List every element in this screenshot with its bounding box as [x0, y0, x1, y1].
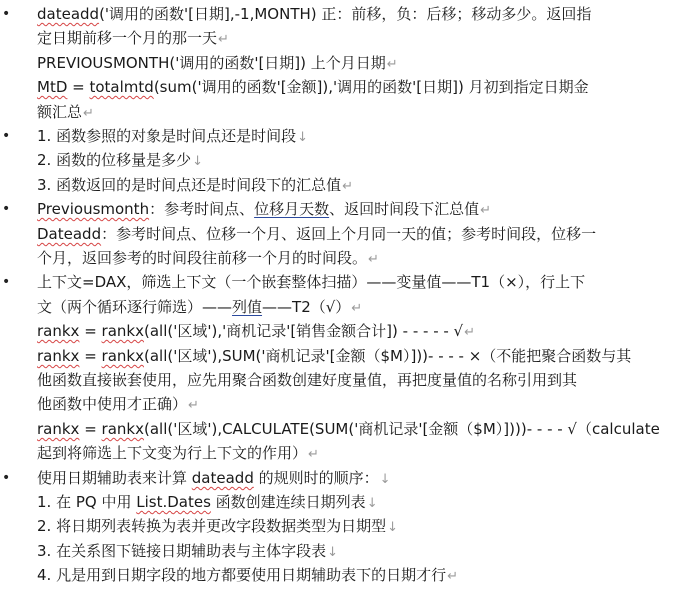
text-line — [37, 541, 338, 561]
text-run: 他函数直接嵌套使用，应先用聚合函数创建好度量值，再把度量值的名称引用到其 — [37, 371, 578, 389]
text-run: 上下文=DAX，筛选上下文（一个嵌套整体扫描）——变量值——T1（×），行上下 — [37, 273, 586, 291]
text-run: ('调用的函数'[日期],-1,MONTH) 正：前移，负：后移；移动多少。返回指 — [99, 5, 592, 23]
spellcheck-word: rankx — [101, 322, 144, 340]
spellcheck-word: dateadd — [37, 5, 100, 23]
text-run: 1. 在 PQ 中用 — [37, 493, 137, 511]
text-run: 1. 函数参照的对象是时间点还是时间段 — [37, 127, 297, 145]
text-run: (all('区域'),CALCULATE(SUM('商机记录'[金额（$M）])))- - - - √（calculate — [143, 420, 660, 438]
bullet-point: • — [2, 201, 11, 217]
text-run: 2. 将日期列表转换为表并更改字段数据类型为日期型 — [37, 517, 387, 535]
line-break-mark: ↓ — [192, 154, 203, 169]
text-run: 函数创建连续日期列表 — [210, 493, 366, 511]
spellcheck-word: dateadd — [191, 469, 254, 487]
text-run: ——T2（√） — [262, 298, 351, 316]
text-run: 、返回时间段下汇总值 — [329, 200, 480, 218]
text-run: 3. 在关系图下链接日期辅助表与主体字段表 — [37, 542, 327, 560]
text-line — [37, 272, 585, 292]
text-line — [37, 321, 475, 341]
text-run: 额汇总 — [37, 103, 83, 121]
text-run: 起到将筛选上下文变为行上下文的作用） — [37, 444, 308, 462]
bullet-point: • — [2, 6, 11, 22]
text-run: 2. 函数的位移量是多少 — [37, 151, 192, 169]
text-run: ：参考时间点、位移一个月、返回上个月同一天的值；参考时间段，位移一 — [101, 225, 597, 243]
spellcheck-word: Previousmonth — [37, 200, 150, 218]
text-line — [37, 150, 203, 170]
text-line — [37, 28, 229, 48]
spellcheck-word: MtD — [37, 78, 68, 96]
spellcheck-word: List.Dates — [136, 493, 211, 511]
text-line — [37, 224, 596, 244]
text-run: 他函数中使用才正确） — [37, 395, 188, 413]
text-line — [37, 419, 660, 439]
line-break-mark: ↓ — [387, 520, 398, 535]
line-break-mark: ↓ — [379, 472, 391, 487]
text-line — [37, 346, 631, 366]
spellcheck-word: rankx — [101, 347, 144, 365]
text-line — [37, 4, 591, 24]
text-line — [37, 565, 458, 585]
text-run: (all('区域'),SUM('商机记录'[金额（$M）]))- - - - ×（不能把聚合函数与其 — [143, 347, 632, 365]
text-line — [37, 394, 199, 414]
text-line — [37, 370, 577, 390]
text-run: ：参考时间点、 — [149, 200, 255, 218]
text-line — [37, 102, 94, 122]
text-run: (all('区域'),'商机记录'[销售金额合计]) - - - - - √ — [143, 322, 464, 340]
spellcheck-word: rankx — [37, 420, 80, 438]
text-run: PREVIOUSMONTH('调用的函数'[日期]) 上个月日期 — [37, 54, 386, 72]
bullet-point: • — [2, 274, 11, 290]
text-line — [37, 126, 308, 146]
paragraph-mark: ↵ — [351, 301, 363, 316]
text-line — [37, 297, 362, 317]
spellcheck-word: rankx — [101, 420, 144, 438]
bullet-point: • — [2, 128, 11, 144]
paragraph-mark: ↵ — [386, 57, 398, 72]
text-line — [37, 77, 589, 97]
paragraph-mark: ↵ — [480, 203, 492, 218]
paragraph-mark: ↵ — [342, 179, 353, 194]
text-run: = — [79, 420, 102, 438]
text-line — [37, 175, 353, 195]
text-run: 3. 函数返回的是时间点还是时间段下的汇总值 — [37, 176, 342, 194]
text-run: 个月，返回参考的时间段往前移一个月的时间段。 — [37, 249, 368, 267]
spellcheck-word: rankx — [37, 347, 80, 365]
text-line — [37, 199, 491, 219]
underlined-text: 列值 — [232, 298, 263, 316]
line-break-mark: ↓ — [297, 130, 308, 145]
spellcheck-word: rankx — [37, 322, 80, 340]
text-run: 4. 凡是用到日期字段的地方都要使用日期辅助表下的日期才行 — [37, 566, 447, 584]
text-line — [37, 53, 398, 73]
spellcheck-word: totalmtd — [89, 78, 154, 96]
text-run: 的规则时的顺序： — [253, 469, 379, 487]
text-run: = — [79, 322, 102, 340]
text-run: 定日期前移一个月的那一天 — [37, 29, 218, 47]
text-run: = — [79, 347, 102, 365]
text-line — [37, 492, 378, 512]
paragraph-mark: ↵ — [447, 569, 458, 584]
line-break-mark: ↓ — [327, 545, 338, 560]
text-run: = — [67, 78, 90, 96]
paragraph-mark: ↵ — [188, 398, 199, 413]
text-line — [37, 516, 398, 536]
text-run: 使用日期辅助表来计算 — [37, 469, 192, 487]
paragraph-mark: ↵ — [218, 32, 229, 47]
text-run: (sum('调用的函数'[金额]),'调用的函数'[日期]) 月初到指定日期金 — [153, 78, 589, 96]
paragraph-mark: ↵ — [368, 252, 379, 267]
paragraph-mark: ↵ — [464, 325, 476, 340]
text-line — [37, 248, 379, 268]
text-line — [37, 443, 319, 463]
text-line — [37, 468, 391, 488]
paragraph-mark: ↵ — [83, 106, 94, 121]
bullet-point: • — [2, 470, 11, 486]
underlined-text: 位移月天数 — [254, 200, 330, 218]
line-break-mark: ↓ — [366, 496, 378, 511]
paragraph-mark: ↵ — [308, 447, 319, 462]
text-run: 文（两个循环逐行筛选）—— — [37, 298, 233, 316]
spellcheck-word: Dateadd — [37, 225, 102, 243]
